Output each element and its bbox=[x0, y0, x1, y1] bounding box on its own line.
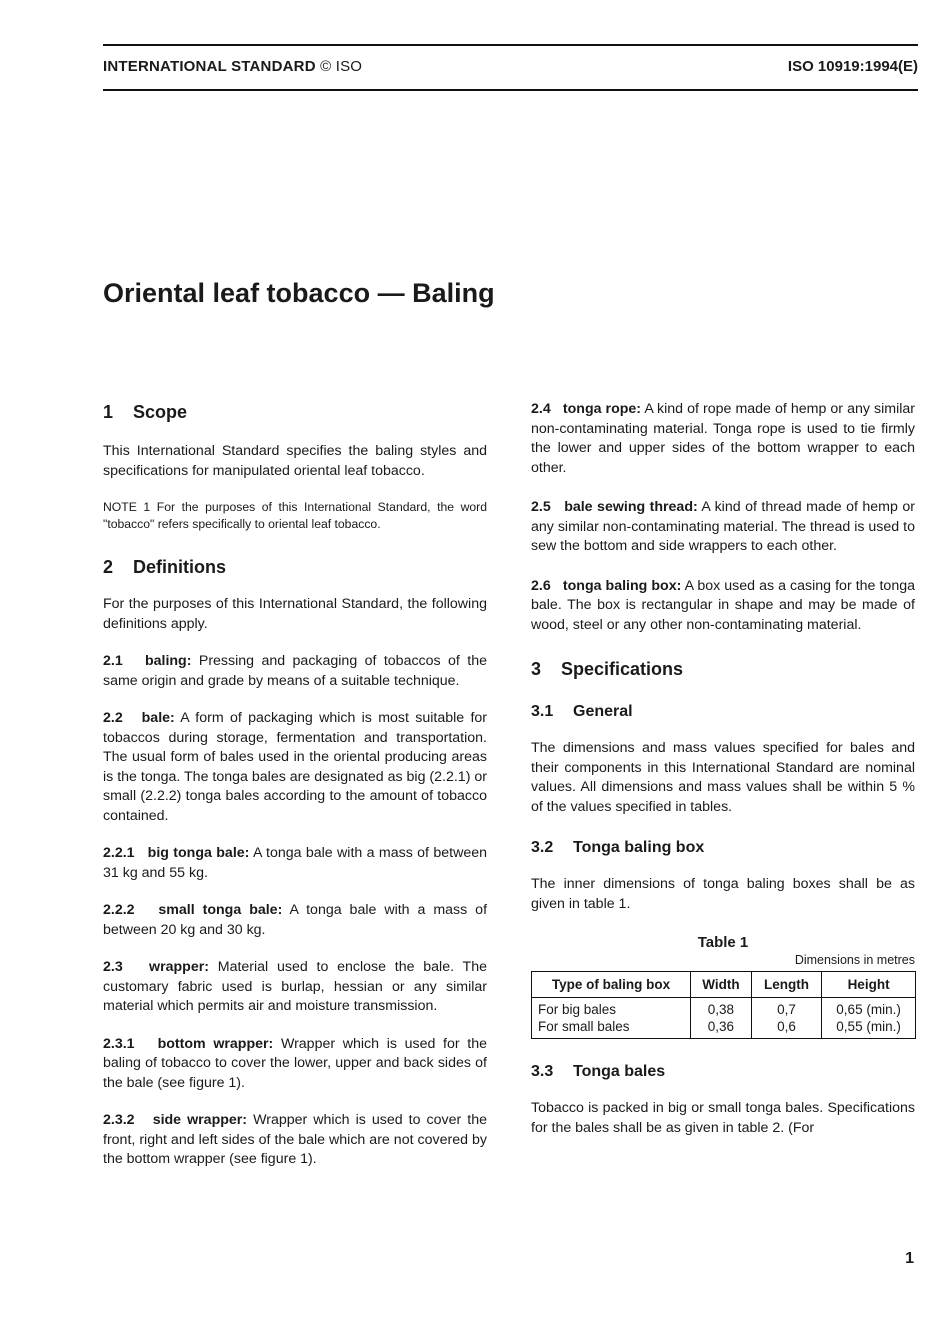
table-cell: For small bales bbox=[532, 1018, 691, 1039]
header-standard-label: INTERNATIONAL STANDARD © ISO bbox=[103, 58, 363, 75]
section-2-heading: 2 Definitions bbox=[103, 557, 226, 577]
left-column bbox=[103, 400, 487, 1170]
document-title: Oriental leaf tobacco — Baling bbox=[103, 278, 495, 308]
definition-2-3-2: 2.3.2 side wrapper: Wrapper which is used to cover the front, right and left sides of the bale which are not covered by the bottom wrapper (see figure 1). bbox=[103, 1112, 488, 1167]
table-cell: 0,55 (min.) bbox=[822, 1018, 916, 1039]
table-header-cell: Width bbox=[690, 972, 751, 998]
table-header-cell: Length bbox=[751, 972, 821, 998]
table-cell: For big bales bbox=[532, 998, 691, 1019]
table-row bbox=[532, 998, 916, 1019]
definition-2-3-1: 2.3.1 bottom wrapper: Wrapper which is used for the baling of tobacco to cover the lower, upper and back sides of the bale (see figure 1). bbox=[103, 1035, 488, 1091]
table-cell: 0,65 (min.) bbox=[822, 998, 916, 1019]
note-1: NOTE 1 For the purposes of this International Standard, the word "tobacco" refers specifically to oriental leaf tobacco. bbox=[103, 500, 487, 531]
section-3-3-heading: 3.3 Tonga bales bbox=[531, 1063, 666, 1080]
definition-2-2-1: 2.2.1 big tonga bale: A tonga bale with a mass of between 31 kg and 55 kg. bbox=[103, 845, 487, 881]
section-3-2-heading: 3.2 Tonga baling box bbox=[531, 839, 705, 856]
header-standard-number: ISO 10919:1994(E) bbox=[787, 58, 918, 75]
definition-2-2: 2.2 bale: A form of packaging which is most suitable for tobaccos during storage, fermentation and transportation. The usual form of bales used in the oriental producing areas is the tonga. The tonga bales are designated as big (2.2.1) or small (2.2.2) tonga bales according to the amount of tobacco contained. bbox=[103, 710, 487, 824]
section-3-heading: 3 Specifications bbox=[531, 659, 684, 679]
table-1-title: Table 1 bbox=[697, 934, 749, 951]
header-top-rule bbox=[103, 44, 918, 46]
table-1 bbox=[531, 971, 916, 1039]
header-bottom-rule bbox=[103, 89, 918, 91]
table-cell: 0,7 bbox=[751, 998, 821, 1019]
definition-2-3: 2.3 wrapper: Material used to enclose the bale. The customary fabric used is burlap, hessian or any similar material which permits air and moisture transmission. bbox=[103, 959, 487, 1014]
definition-2-5: 2.5 bale sewing thread: A kind of thread made of hemp or any similar non-contaminating material. The thread is used to sew the bottom and side wrappers to each other. bbox=[531, 499, 915, 554]
section-3-3-text: Tobacco is packed in big or small tonga bales. Specifications for the bales shall be as given in table 2. (For bbox=[531, 1100, 915, 1136]
section-3-1-text: The dimensions and mass values specified for bales and their components in this International Standard are nominal values. All dimensions and mass values shall be within 5 % of the values specified in tables. bbox=[531, 740, 915, 815]
section-3-2-text: The inner dimensions of tonga baling boxes shall be as given in table 1. bbox=[531, 876, 915, 912]
table-header-cell: Height bbox=[822, 972, 916, 998]
table-cell: 0,38 bbox=[690, 998, 751, 1019]
section-3-1-heading: 3.1 General bbox=[531, 703, 633, 720]
table-row bbox=[532, 1018, 916, 1039]
table-1-units-note: Dimensions in metres bbox=[794, 953, 915, 967]
table-header-row bbox=[532, 972, 916, 998]
definition-2-2-2: 2.2.2 small tonga bale: A tonga bale with a mass of between 20 kg and 30 kg. bbox=[103, 902, 488, 938]
table-cell: 0,6 bbox=[751, 1018, 821, 1039]
section-1-heading: 1 Scope bbox=[103, 402, 188, 422]
table-header-cell: Type of baling box bbox=[532, 972, 691, 998]
section-1-text: This International Standard specifies the baling styles and specifications for manipulated oriental leaf tobacco. bbox=[103, 443, 487, 479]
table-cell: 0,36 bbox=[690, 1018, 751, 1039]
definition-2-4: 2.4 tonga rope: A kind of rope made of hemp or any similar non-contaminating material. Tonga rope is used to tie firmly the lower and upper sides of the bottom wrapper to each other. bbox=[531, 401, 915, 476]
section-2-text: For the purposes of this International Standard, the following definitions apply. bbox=[103, 596, 487, 632]
page-number: 1 bbox=[905, 1250, 914, 1267]
definition-2-1: 2.1 baling: Pressing and packaging of tobaccos of the same origin and grade by means of a suitable technique. bbox=[103, 653, 487, 689]
definition-2-6: 2.6 tonga baling box: A box used as a casing for the tonga bale. The box is rectangular in shape and may be made of wood, steel or any other non-contaminating material. bbox=[531, 577, 915, 633]
right-column bbox=[531, 400, 915, 1138]
